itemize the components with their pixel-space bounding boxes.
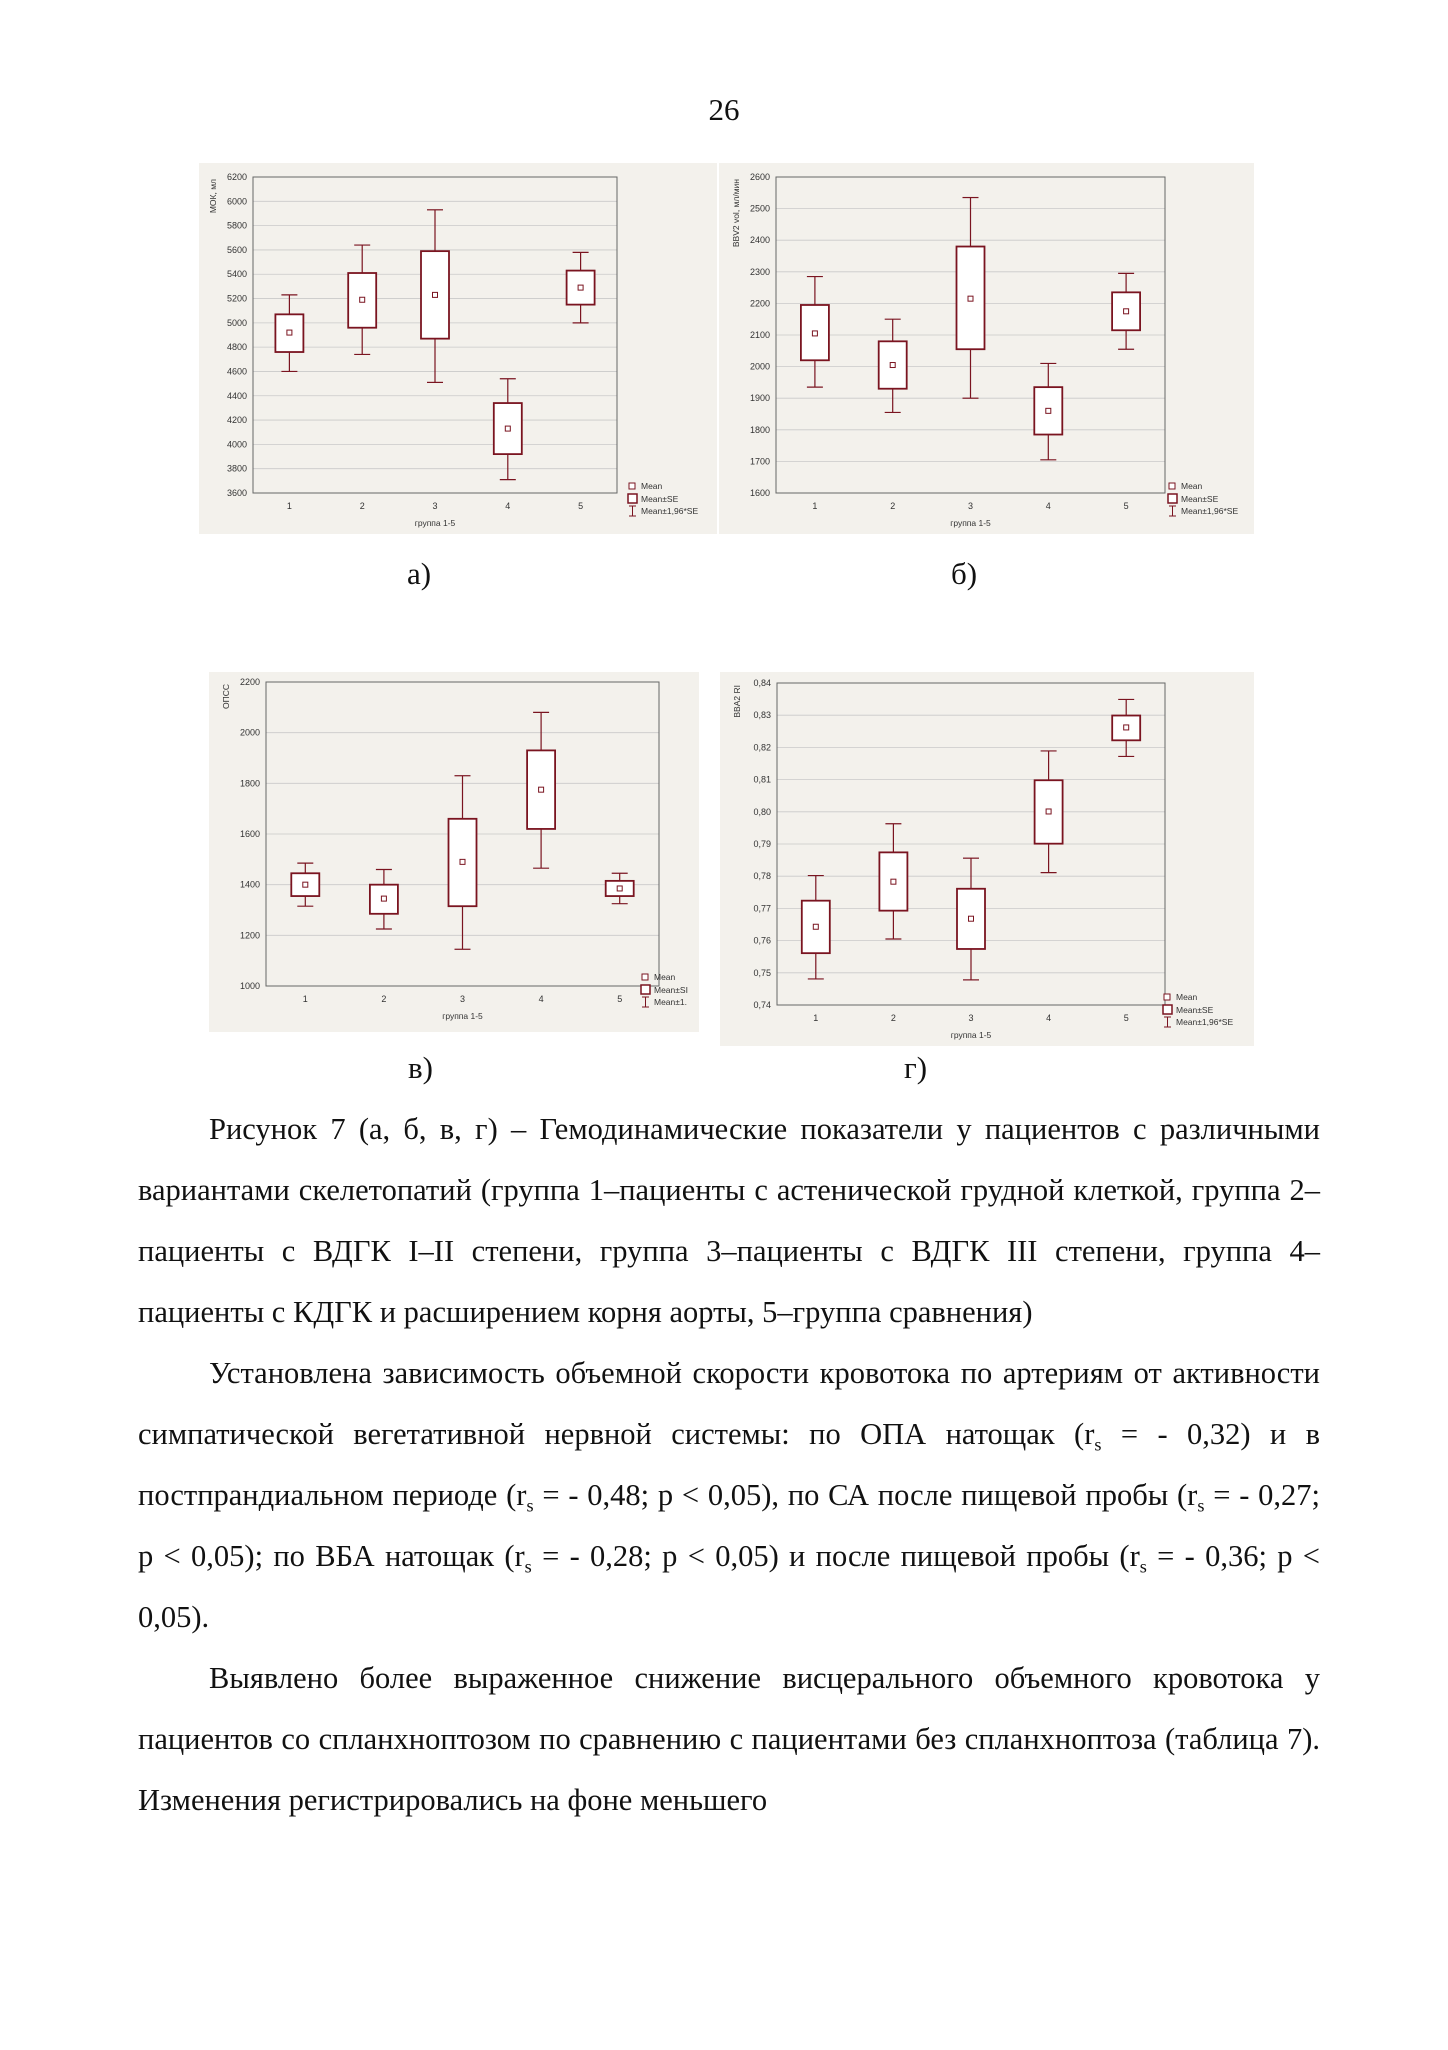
mean-marker	[578, 285, 583, 290]
chart-v	[209, 672, 699, 1032]
para1-part2: = - 0,32) и в постпрандиальном периоде (r	[138, 1417, 1320, 1512]
para1-part1: Установлена зависимость объемной скорости кровотока по артериям от активности симпатической вегетативной нервной системы: по ОПА натощак (r	[138, 1356, 1320, 1451]
x-tick-label: 5	[617, 994, 623, 1004]
para1-part5: = - 0,28; р < 0,05) и после пищевой пробы (r	[531, 1539, 1140, 1573]
x-tick-label: 4	[505, 501, 511, 511]
y-tick-label: 2000	[239, 727, 260, 738]
y-tick-label: 5200	[226, 293, 247, 304]
para1-part6: = - 0,36; р < 0,05).	[138, 1539, 1320, 1634]
page-number: 26	[708, 92, 740, 127]
y-tick-label: 4200	[226, 415, 247, 426]
panel-label-b: б)	[951, 556, 978, 591]
mean-marker	[360, 297, 365, 302]
mean-marker	[303, 882, 308, 887]
mean-marker	[1046, 809, 1051, 814]
legend-mean-symbol	[642, 974, 648, 980]
y-tick-label: 1000	[239, 981, 260, 991]
paragraph-splanchnoptosis: Выявлено более выраженное снижение висцерального объемного кровотока у пациентов со спланхноптозом по сравнению с пациентами без спланхноптоза (таблица 7). Изменения регистрировались на фоне меньшего	[138, 1661, 1320, 1817]
x-tick-label: 2	[890, 1013, 896, 1023]
x-tick-label: 5	[578, 501, 584, 511]
y-tick-label: 2000	[749, 361, 770, 372]
y-tick-label: 5400	[226, 269, 247, 280]
mean-marker	[460, 859, 465, 864]
legend-se-label: Mean±SE	[1176, 1005, 1214, 1015]
y-tick-label: 1800	[749, 424, 770, 435]
y-tick-label: 2300	[749, 266, 770, 277]
x-tick-label: 3	[432, 501, 438, 511]
paragraph-correlations	[138, 1343, 1320, 1648]
chart-a	[199, 163, 717, 534]
mean-marker	[1124, 309, 1129, 314]
y-tick-label: 1800	[239, 778, 260, 789]
legend-mean-label: Mean	[641, 481, 663, 491]
mean-marker	[505, 426, 510, 431]
x-axis-label: группа 1-5	[414, 518, 456, 528]
x-tick-label: 1	[812, 501, 818, 511]
legend-se-symbol	[1168, 494, 1177, 503]
y-tick-label: 1200	[239, 930, 260, 941]
y-tick-label: 0,74	[753, 1000, 771, 1010]
y-axis-label: ОПСС	[221, 684, 231, 709]
mean-marker	[969, 916, 974, 921]
y-tick-label: 2200	[239, 677, 260, 687]
y-tick-label: 6200	[226, 172, 247, 182]
x-axis-label: группа 1-5	[950, 518, 991, 528]
subscript-s-2: s	[526, 1495, 534, 1516]
y-tick-label: 3600	[226, 488, 247, 498]
mean-marker	[539, 787, 544, 792]
x-tick-label: 4	[538, 994, 544, 1004]
chart-b	[719, 163, 1254, 534]
mean-marker	[968, 296, 973, 301]
legend-se-symbol	[641, 985, 650, 994]
y-tick-label: 2500	[749, 203, 770, 214]
chart-g-container	[720, 672, 1254, 1046]
y-tick-label: 0,82	[753, 742, 771, 753]
legend-mean-label: Mean	[654, 972, 676, 982]
x-tick-label: 4	[1046, 1013, 1052, 1023]
x-tick-label: 3	[968, 1013, 974, 1023]
chart-b-container	[719, 163, 1254, 534]
x-tick-label: 4	[1045, 501, 1051, 511]
x-tick-label: 2	[359, 501, 365, 511]
y-axis-label: МОК, мл	[208, 179, 218, 214]
mean-marker	[381, 896, 386, 901]
y-tick-label: 0,76	[753, 935, 771, 946]
y-tick-label: 1600	[239, 829, 260, 839]
x-tick-label: 3	[459, 994, 466, 1004]
legend-se-label: Mean±SE	[1181, 494, 1219, 504]
x-axis-label: группа 1-5	[950, 1030, 992, 1040]
y-tick-label: 4800	[226, 342, 247, 353]
x-tick-label: 1	[302, 994, 308, 1004]
subscript-s-5: s	[1139, 1556, 1147, 1577]
y-tick-label: 0,81	[753, 774, 771, 785]
panel-label-a: а)	[407, 556, 432, 591]
x-tick-label: 1	[813, 1013, 819, 1023]
mean-marker	[891, 879, 896, 884]
figure-caption: Рисунок 7 (а, б, в, г) – Гемодинамические показатели у пациентов с различными вариантами скелетопатий (группа 1–пациенты с астенической грудной клеткой, группа 2–пациенты с ВДГК I–II степени, группа 3–пациенты с ВДГК III степени, группа 4– пациенты с КДГК и расширением корня аорты, 5–группа сравнения)	[138, 1112, 1320, 1329]
y-tick-label: 2200	[749, 298, 770, 309]
x-tick-label: 5	[1123, 1013, 1129, 1023]
y-tick-label: 0,78	[753, 871, 771, 882]
chart-g	[720, 672, 1254, 1046]
subscript-s-4: s	[524, 1556, 532, 1577]
x-tick-label: 5	[1123, 501, 1129, 511]
y-tick-label: 2600	[749, 172, 770, 182]
y-tick-label: 1400	[239, 879, 260, 890]
y-tick-label: 0,79	[753, 839, 771, 849]
y-tick-label: 2100	[749, 330, 770, 340]
mean-marker	[812, 331, 817, 336]
mean-marker	[813, 924, 818, 929]
mean-marker	[617, 886, 622, 891]
y-tick-label: 1900	[749, 393, 770, 404]
y-tick-label: 4000	[226, 439, 247, 450]
y-tick-label: 1600	[749, 488, 770, 498]
body-text	[138, 1099, 1320, 1831]
legend-ci-label: Mean±1.	[654, 997, 688, 1007]
chart-v-container	[209, 672, 699, 1032]
legend-ci-label: Mean±1,96*SE	[641, 506, 699, 516]
legend-ci-label: Mean±1,96*SE	[1181, 506, 1239, 516]
y-tick-label: 0,75	[753, 967, 771, 978]
y-tick-label: 6000	[226, 196, 247, 207]
panel-label-g: г)	[904, 1050, 928, 1085]
legend-mean-label: Mean	[1181, 481, 1203, 491]
subscript-s-3: s	[1197, 1495, 1205, 1516]
y-tick-label: 0,83	[753, 710, 771, 721]
mean-marker	[287, 330, 292, 335]
mean-marker	[1046, 408, 1051, 413]
y-tick-label: 4600	[226, 366, 247, 377]
y-tick-label: 1700	[749, 456, 770, 467]
y-tick-label: 5600	[226, 244, 247, 255]
panel-label-v: в)	[408, 1050, 433, 1085]
y-tick-label: 0,77	[753, 903, 771, 914]
legend-mean-label: Mean	[1176, 992, 1198, 1002]
y-tick-label: 5800	[226, 220, 247, 231]
subscript-s-1: s	[1094, 1434, 1102, 1455]
mean-marker	[1124, 725, 1129, 730]
x-tick-label: 2	[890, 501, 896, 511]
y-axis-label: BBA2 RI	[732, 685, 742, 718]
mean-marker	[433, 292, 438, 297]
legend-mean-symbol	[1164, 994, 1170, 1000]
legend-mean-symbol	[629, 483, 635, 489]
y-tick-label: 0,80	[753, 806, 771, 817]
x-axis-label: группа 1-5	[442, 1011, 483, 1021]
y-tick-label: 3800	[226, 463, 247, 474]
y-tick-label: 4400	[226, 390, 247, 401]
legend-mean-symbol	[1169, 483, 1175, 489]
legend-se-symbol	[628, 494, 637, 503]
x-tick-label: 2	[381, 994, 387, 1004]
mean-marker	[890, 363, 895, 368]
para1-part4: = - 0,27; р < 0,05); по ВБА натощак (r	[138, 1478, 1320, 1573]
y-tick-label: 5000	[226, 317, 247, 328]
x-tick-label: 3	[967, 501, 974, 511]
y-axis-label: BBV2 vol, мл/мин	[731, 179, 741, 248]
legend-se-label: Mean±SI	[654, 985, 688, 995]
y-tick-label: 2400	[749, 235, 770, 246]
legend-ci-label: Mean±1,96*SE	[1176, 1017, 1234, 1027]
legend-se-label: Mean±SE	[641, 494, 679, 504]
y-tick-label: 0,84	[753, 678, 771, 688]
chart-a-container	[199, 163, 717, 534]
legend-se-symbol	[1163, 1005, 1172, 1014]
para1-part3: = - 0,48; р < 0,05), по СА после пищевой пробы (r	[533, 1478, 1198, 1512]
x-tick-label: 1	[286, 501, 292, 511]
